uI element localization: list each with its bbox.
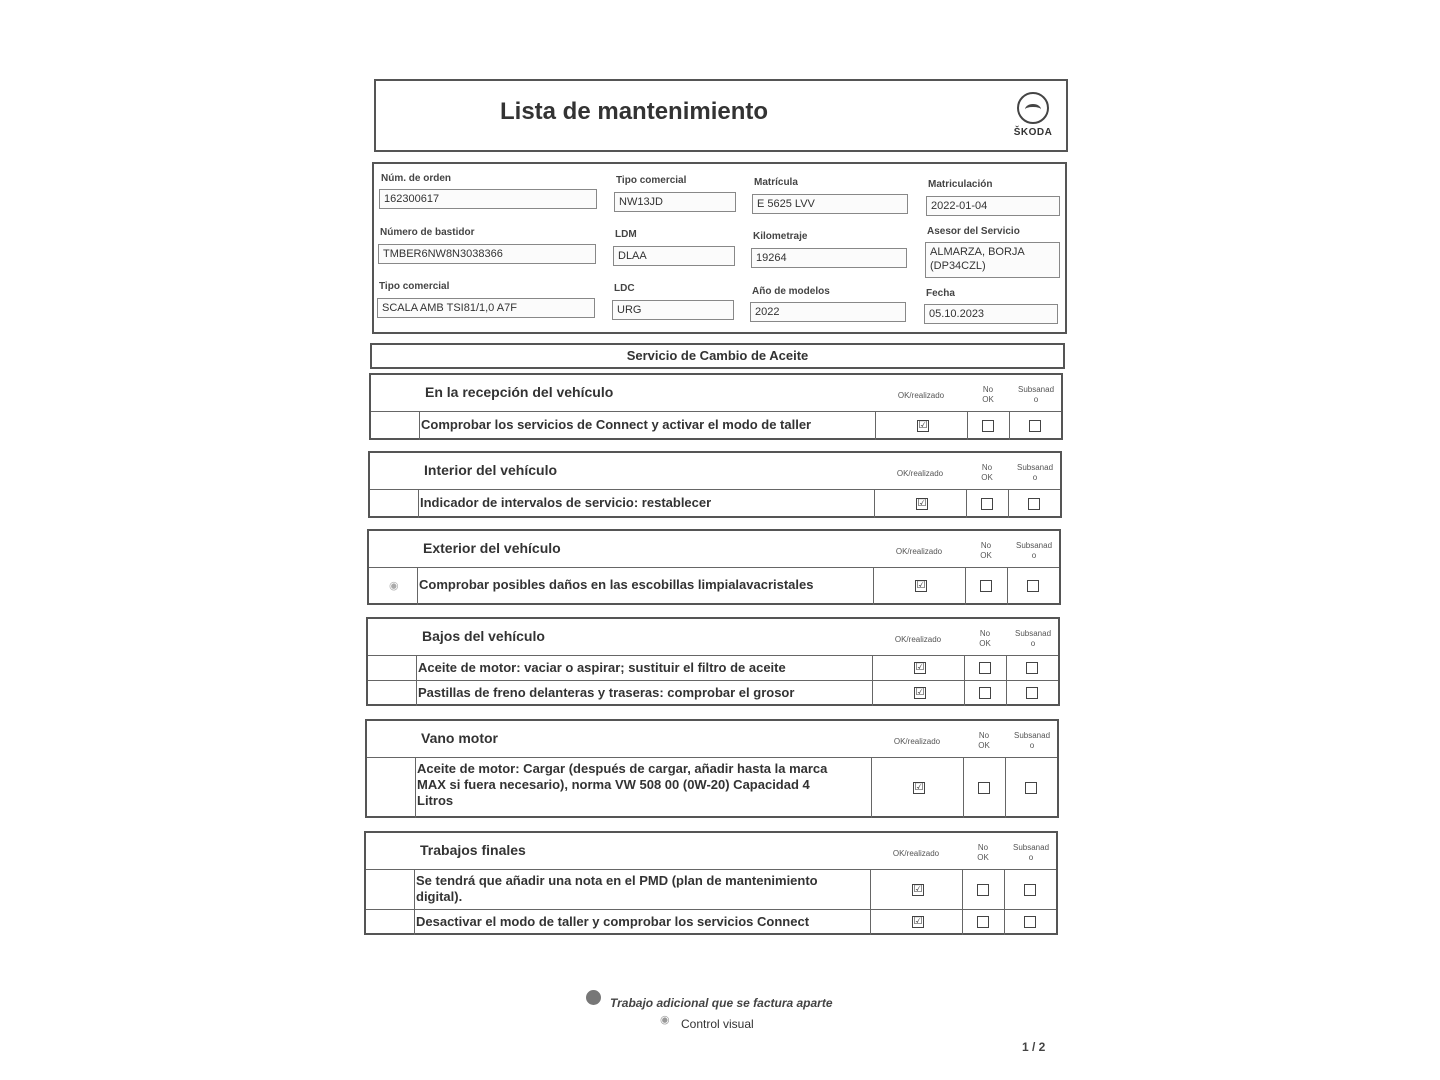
section-trabajos-finales — [364, 831, 1058, 935]
skoda-logo-icon — [1017, 92, 1049, 124]
col-ok-header: OK/realizado — [897, 391, 945, 400]
no-ok-checkbox[interactable] — [979, 687, 991, 699]
section-header — [368, 619, 1058, 656]
col-sub-header: Subsanad o — [1016, 463, 1054, 482]
col-ok-header: OK/realizado — [894, 635, 942, 644]
no-ok-checkbox[interactable] — [979, 662, 991, 674]
value-bastidor: TMBER6NW8N3038366 — [378, 244, 596, 264]
subsanado-checkbox[interactable] — [1026, 687, 1038, 699]
row-text: Comprobar posibles daños en las escobillas limpialavacristales — [419, 577, 814, 592]
col-sub-header: Subsanad o — [1012, 843, 1050, 862]
check-row — [366, 869, 1056, 910]
ok-checkbox[interactable]: ☑ — [914, 782, 924, 793]
col-ok-header: OK/realizado — [896, 469, 944, 478]
no-ok-checkbox[interactable] — [977, 884, 989, 896]
label-ldm: LDM — [615, 229, 637, 240]
subsanado-checkbox[interactable] — [1027, 580, 1039, 592]
label-tipo-comercial-code: Tipo comercial — [616, 175, 687, 186]
ok-checkbox[interactable]: ☑ — [918, 420, 928, 431]
section-header — [369, 531, 1059, 568]
check-row — [371, 411, 1061, 440]
section-bajos — [366, 617, 1060, 706]
legend-additional-work: Trabajo adicional que se factura aparte — [610, 996, 833, 1010]
logo-text: ŠKODA — [1013, 127, 1053, 138]
row-text: Aceite de motor: vaciar o aspirar; sustituir el filtro de aceite — [418, 660, 786, 675]
check-row — [367, 757, 1057, 818]
check-row — [368, 655, 1058, 681]
visual-control-icon: ◉ — [660, 1014, 670, 1026]
col-nook-header: No OK — [982, 385, 994, 404]
col-sub-header: Subsanad o — [1014, 629, 1052, 648]
subsanado-checkbox[interactable] — [1024, 884, 1036, 896]
label-bastidor: Número de bastidor — [380, 227, 475, 238]
no-ok-checkbox[interactable] — [982, 420, 994, 432]
additional-work-icon — [586, 990, 601, 1005]
col-sub-header: Subsanad o — [1017, 385, 1055, 404]
col-nook-header: No OK — [981, 463, 993, 482]
check-row — [366, 909, 1056, 935]
value-matricula: E 5625 LVV — [752, 194, 908, 214]
row-text: Desactivar el modo de taller y comprobar los servicios Connect — [416, 914, 810, 929]
section-vano-motor — [365, 719, 1059, 818]
row-text: Aceite de motor: Cargar (después de cargar, añadir hasta la marca MAX si fuera necesario), norma VW 508 00 (0W-20) Capacidad 4 Litros — [417, 761, 828, 808]
section-title: Bajos del vehículo — [422, 628, 545, 644]
value-anio-modelos: 2022 — [750, 302, 906, 322]
col-ok-header: OK/realizado — [895, 547, 943, 556]
value-num-orden: 162300617 — [379, 189, 597, 209]
label-kilometraje: Kilometraje — [753, 231, 808, 242]
section-header — [366, 833, 1056, 870]
label-ldc: LDC — [614, 283, 635, 294]
page-title: Lista de mantenimiento — [500, 98, 769, 125]
no-ok-checkbox[interactable] — [977, 916, 989, 928]
label-num-orden: Núm. de orden — [381, 173, 452, 184]
no-ok-checkbox[interactable] — [980, 580, 992, 592]
check-row — [368, 680, 1058, 706]
value-ldc: URG — [612, 300, 734, 320]
no-ok-checkbox[interactable] — [981, 498, 993, 510]
row-text: Comprobar los servicios de Connect y activar el modo de taller — [421, 417, 812, 432]
section-exterior — [367, 529, 1061, 605]
service-title: Servicio de Cambio de Aceite — [370, 343, 1065, 369]
check-row — [370, 489, 1060, 518]
section-title: En la recepción del vehículo — [425, 384, 614, 400]
col-ok-header: OK/realizado — [893, 737, 941, 746]
subsanado-checkbox[interactable] — [1028, 498, 1040, 510]
value-kilometraje: 19264 — [751, 248, 907, 268]
row-text: Pastillas de freno delanteras y traseras: comprobar el grosor — [418, 685, 795, 700]
col-sub-header: Subsanad o — [1015, 541, 1053, 560]
section-title: Vano motor — [421, 730, 499, 746]
value-ldm: DLAA — [613, 246, 735, 266]
label-anio-modelos: Año de modelos — [752, 286, 830, 297]
legend-visual-control: Control visual — [681, 1017, 754, 1031]
value-tipo-comercial-code: NW13JD — [614, 192, 736, 212]
label-matricula: Matrícula — [754, 177, 798, 188]
ok-checkbox[interactable]: ☑ — [913, 916, 923, 927]
ok-checkbox[interactable]: ☑ — [916, 580, 926, 591]
section-title: Exterior del vehículo — [423, 540, 561, 556]
col-nook-header: No OK — [980, 541, 992, 560]
subsanado-checkbox[interactable] — [1024, 916, 1036, 928]
section-title: Trabajos finales — [420, 842, 526, 858]
subsanado-checkbox[interactable] — [1026, 662, 1038, 674]
ok-checkbox[interactable]: ☑ — [915, 662, 925, 673]
value-fecha: 05.10.2023 — [924, 304, 1058, 324]
row-text: Indicador de intervalos de servicio: restablecer — [420, 495, 712, 510]
label-tipo-comercial-desc: Tipo comercial — [379, 281, 450, 292]
col-nook-header: No OK — [977, 843, 989, 862]
section-interior — [368, 451, 1062, 518]
col-sub-header: Subsanad o — [1013, 731, 1051, 750]
ok-checkbox[interactable]: ☑ — [913, 884, 923, 895]
ok-checkbox[interactable]: ☑ — [917, 498, 927, 509]
col-nook-header: No OK — [979, 629, 991, 648]
section-title: Interior del vehículo — [424, 462, 558, 478]
col-ok-header: OK/realizado — [892, 849, 940, 858]
subsanado-checkbox[interactable] — [1025, 782, 1037, 794]
check-row — [369, 567, 1059, 605]
no-ok-checkbox[interactable] — [978, 782, 990, 794]
ok-checkbox[interactable]: ☑ — [915, 687, 925, 698]
value-asesor — [925, 242, 1060, 278]
value-asesor-code: (DP34CZL) — [930, 260, 986, 272]
section-header — [367, 721, 1057, 758]
section-header — [371, 375, 1061, 412]
value-tipo-comercial-desc: SCALA AMB TSI81/1,0 A7F — [377, 298, 595, 318]
value-asesor-name: ALMARZA, BORJA — [930, 246, 1025, 258]
row-text: Se tendrá que añadir una nota en el PMD (plan de mantenimiento digital). — [416, 873, 818, 904]
visual-check-icon: ◉ — [389, 580, 399, 592]
col-nook-header: No OK — [978, 731, 990, 750]
skoda-logo — [1008, 92, 1058, 138]
section-recepcion — [369, 373, 1063, 440]
label-fecha: Fecha — [926, 288, 955, 299]
section-header — [370, 453, 1060, 490]
label-matriculacion: Matriculación — [928, 179, 993, 190]
value-matriculacion: 2022-01-04 — [926, 196, 1060, 216]
subsanado-checkbox[interactable] — [1029, 420, 1041, 432]
page-number: 1 / 2 — [1022, 1040, 1046, 1054]
label-asesor: Asesor del Servicio — [927, 226, 1020, 237]
